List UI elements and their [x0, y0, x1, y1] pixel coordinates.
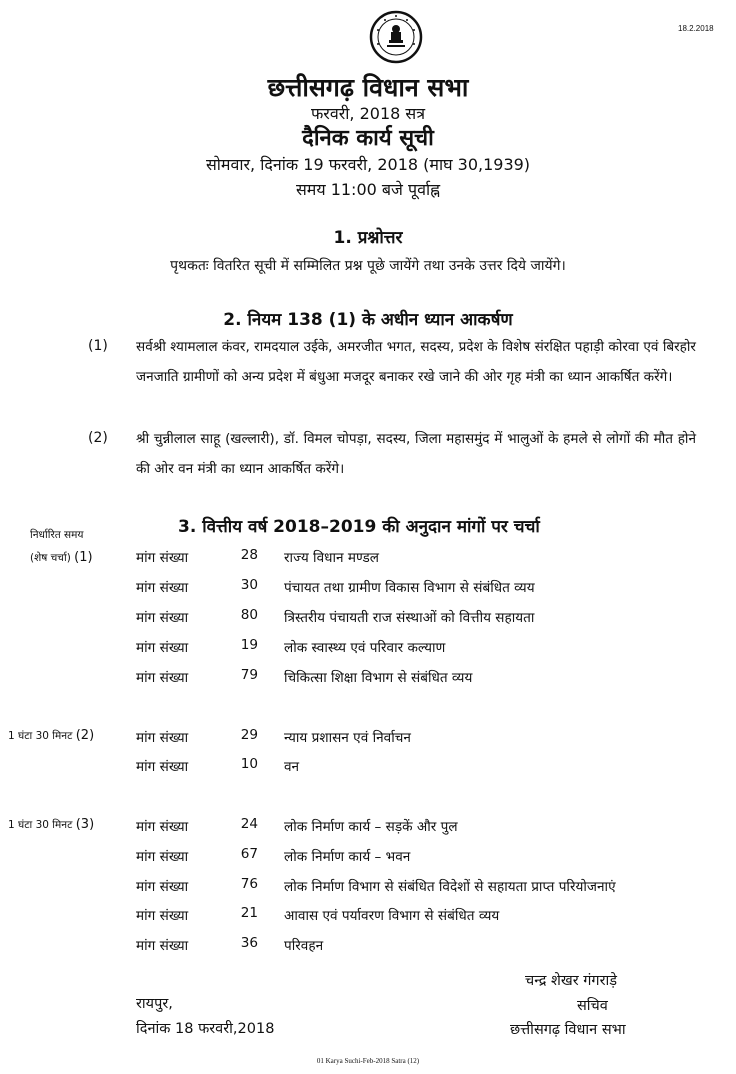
group-time-label: 1 घंटा 30 मिनट (2) [8, 728, 95, 743]
day-date: सोमवार, दिनांक 19 फरवरी, 2018 (माघ 30,1939) [205, 155, 531, 174]
footer-reference: 01 Karya Suchi-Feb-2018 Satra (12) [316, 1057, 420, 1065]
assembly-emblem-icon [369, 10, 423, 64]
document-title: दैनिक कार्य सूची [302, 126, 434, 151]
group-time-label: 1 घंटा 30 मिनट (3) [8, 817, 95, 832]
item-number: (2) [88, 430, 108, 446]
section3-heading: 3. वित्तीय वर्ष 2018–2019 की अनुदान मांगों पर चर्चा [178, 517, 540, 537]
session-label: फरवरी, 2018 सत्र [310, 104, 426, 123]
item-number: (1) [88, 338, 108, 354]
secretary-name: चन्द्र शेखर गंगराड़े [525, 973, 618, 989]
remaining-discussion-label: (शेष चर्चा) (1) [30, 550, 93, 565]
place: रायपुर, [136, 996, 173, 1012]
section1-text: पृथकतः वितरित सूची में सम्मिलित प्रश्न पूछे जायेंगे तथा उनके उत्तर दिये जायेंगे। [170, 258, 566, 274]
allotted-time-label: निर्धारित समय [30, 529, 84, 541]
secretary-designation: सचिव [577, 998, 608, 1014]
attention-item-text: सर्वश्री श्यामलाल कंवर, रामदयाल उईके, अमरजीत भगत, सदस्य, प्रदेश के विशेष संरक्षित पहाड़ी कोरवा एवं बिरहोर जनजाति ग्रामीणों को अन्य प्रदेश में बंधुआ मजदूर बनाकर रखे जाने की ओर गृह मंत्री का ध्यान आकर्षित करेंगे। [136, 339, 696, 385]
secretary-office: छत्तीसगढ़ विधान सभा [510, 1022, 626, 1038]
attention-item-text: श्री चुन्नीलाल साहू (खल्लारी), डॉ. विमल चोपड़ा, सदस्य, जिला महासमुंद में भालुओं के हमले से लोगों की मौत होने की ओर वन मंत्री का ध्यान आकर्षित करेंगे। [136, 431, 696, 477]
session-time: समय 11:00 बजे पूर्वाह्न [295, 180, 441, 199]
assembly-title: छत्तीसगढ़ विधान सभा [267, 73, 469, 102]
date-stamp: 18.2.2018 [678, 24, 714, 33]
section2-heading: 2. नियम 138 (1) के अधीन ध्यान आकर्षण [223, 310, 513, 330]
issue-date: दिनांक 18 फरवरी,2018 [136, 1021, 275, 1037]
section1-heading: 1. प्रश्नोत्तर [333, 228, 403, 248]
